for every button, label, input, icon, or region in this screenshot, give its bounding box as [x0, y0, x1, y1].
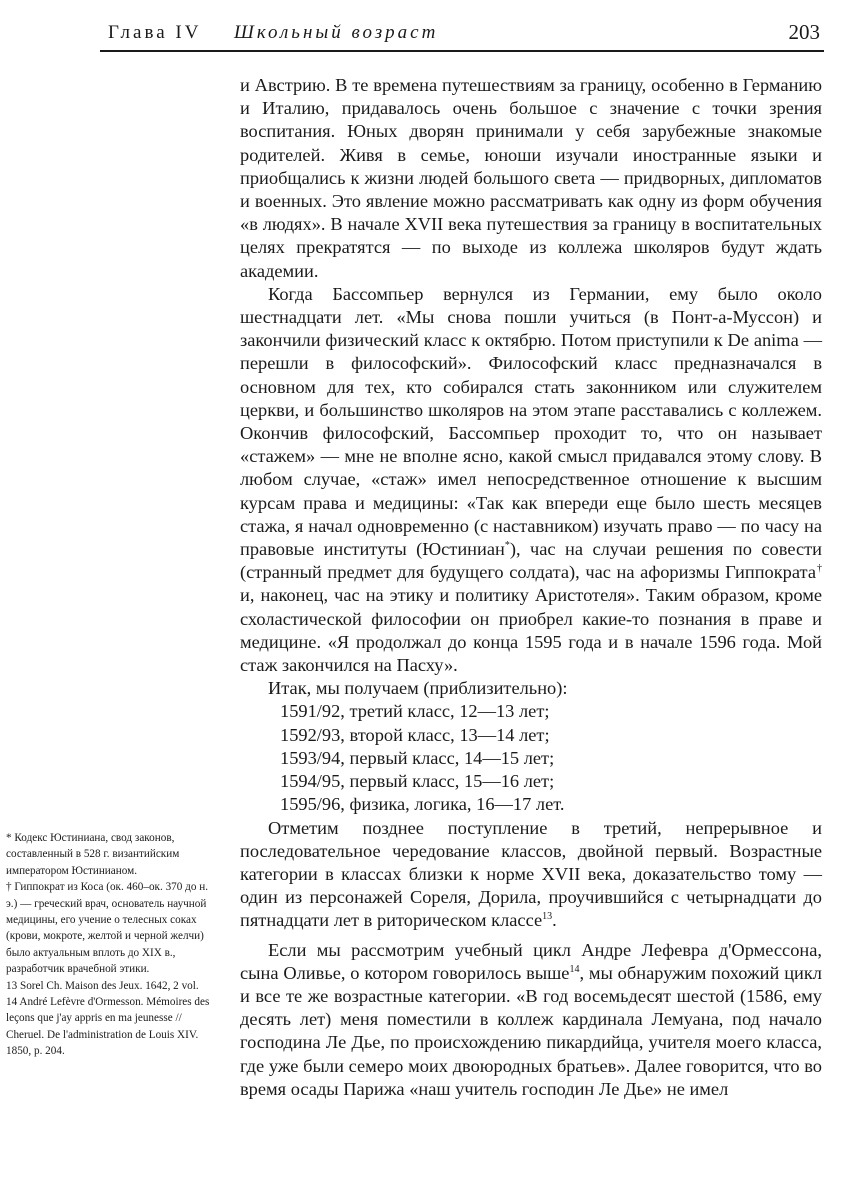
- paragraph: [240, 283, 822, 677]
- footnote: 13 Sorel Ch. Maison des Jeux. 1642, 2 vol.: [6, 979, 199, 992]
- page-number: 203: [788, 20, 820, 44]
- list-item: 1592/93, второй класс, 13—14 лет;: [280, 724, 550, 745]
- list-item: 1593/94, первый класс, 14—15 лет;: [280, 747, 555, 768]
- text-run: Если мы рассмотрим учебный цикл Андре Лефевра д'Ормессона, сына Оливье, о котором говорилось выше: [240, 939, 822, 983]
- paragraph: [240, 939, 822, 1101]
- text-run: ), час на случаи решения по совести (странный предмет для будущего солдата), час на афоризмы Гиппократа: [240, 539, 822, 583]
- header-rule: [100, 50, 824, 52]
- footnote-mark: 14: [569, 963, 580, 975]
- list-item: 1594/95, первый класс, 15—16 лет;: [280, 771, 555, 792]
- text-run: , мы обнаружим похожий цикл и все те же возрастные категории. «В год восемьдесят шестой (1586, ему десять лет) меня поместили в коллеж кардинала Лемуана, под начало господина Ле Дье, по происхождению пикардийца, учителя моего класса, где уже были семеро моих двоюродных братьев». Далее говорится, что во время осады Парижа «наш учитель господин Ле Дье» не имел: [240, 962, 822, 1099]
- text-run: и, наконец, час на этику и политику Аристотеля». Таким образом, кроме схоластической философии он приобрел какие-то познания в праве и медицине. «Я продолжал до конца 1595 года и в начале 1596 года. Мой стаж закончился на Пасху».: [240, 585, 822, 676]
- main-text: [240, 74, 822, 1101]
- paragraph: Отметим позднее поступление в третий, непрерывное и последовательное чередование классов, двойной первый. Возрастные категории в классах близки к норме XVII века, доказательство тому — один из персонажей Сореля, Дорила, проучившийся с четырнадцати до пятнадцати лет в риторическом классе$^{13}$.: [240, 817, 822, 931]
- footnote-mark: †: [815, 563, 823, 575]
- list-item: 1595/96, физика, логика, 16—17 лет.: [280, 794, 565, 815]
- text-run: Когда Бассомпьер вернулся из Германии, ему было около шестнадцати лет. «Мы снова пошли учиться (в Понт-а-Муссон) и закончили физический класс к октябрю. Потом приступили к De anima — перешли в философский». Философский класс предназначался в основном для тех, кто собирался стать законником или служителем церкви, и большинство школяров на этом этапе расставались с коллежем. Окончив философский, Бассомпьер проходит то, что он называет «стажем» — мне не вполне ясно, какой смысл придавался этому слову. В любом случае, «стаж» имел непосредственное отношение к высшим курсам права и медицины: «Так как впереди еще было шесть месяцев стажа, я начал одновременно (с наставником) изучать право — по часу на правовые институты (Юстиниан: [240, 283, 822, 560]
- footnote-mark: *: [504, 539, 510, 551]
- list-intro: Итак, мы получаем (приблизительно):: [268, 678, 568, 699]
- chapter-label: Глава IV: [108, 22, 202, 43]
- running-header: [108, 20, 820, 50]
- paragraph: и Австрию. В те времена путешествиям за границу, особенно в Германию и Италию, придавалось очень большое с значение с точки зрения воспитания. Юных дворян принимали у себя зарубежные знакомые родителей. Живя в семье, юноши изучали иностранные языки и приобщались к жизни людей большого света — придворных, дипломатов и военных. Это явление можно рассматривать как одну из форм обучения «в людях». В начале XVII века путешествия за границу в воспитательных целях прекратятся — по выходе из коллежа школяров будут ждать академии.: [240, 75, 822, 281]
- text-run: Отметим позднее поступление в третий, непрерывное и последовательное чередование классов, двойной первый. Возрастные категории в классах близки к норме XVII века, доказательство тому — один из персонажей Сореля, Дорила, проучившийся с четырнадцати до пятнадцати лет в риторическом классе: [240, 817, 822, 931]
- section-title: Школьный возраст: [234, 22, 439, 43]
- list-item: 1591/92, третий класс, 12—13 лет;: [280, 701, 550, 722]
- footnote: * Кодекс Юстиниана, свод законов, составленный в 528 г. византийским императором Юстинианом.: [6, 832, 180, 877]
- footnote: † Гиппократ из Коса (ок. 460–ок. 370 до н. э.) — греческий врач, основатель научной медицины, его учение о телесных соках (крови, мокроте, желтой и черной желчи) было актуальным вплоть до XIX в., разработчик врачебной этики.: [6, 881, 209, 976]
- margin-footnotes: [6, 830, 216, 1060]
- footnote: 14 André Lefèvre d'Ormesson. Mémoires des leçons que j'ay appris en ma jeunesse // Cheruel. De l'administration de Louis XIV. 1850, p. 204.: [6, 996, 210, 1058]
- footnote-mark: 13: [542, 911, 553, 923]
